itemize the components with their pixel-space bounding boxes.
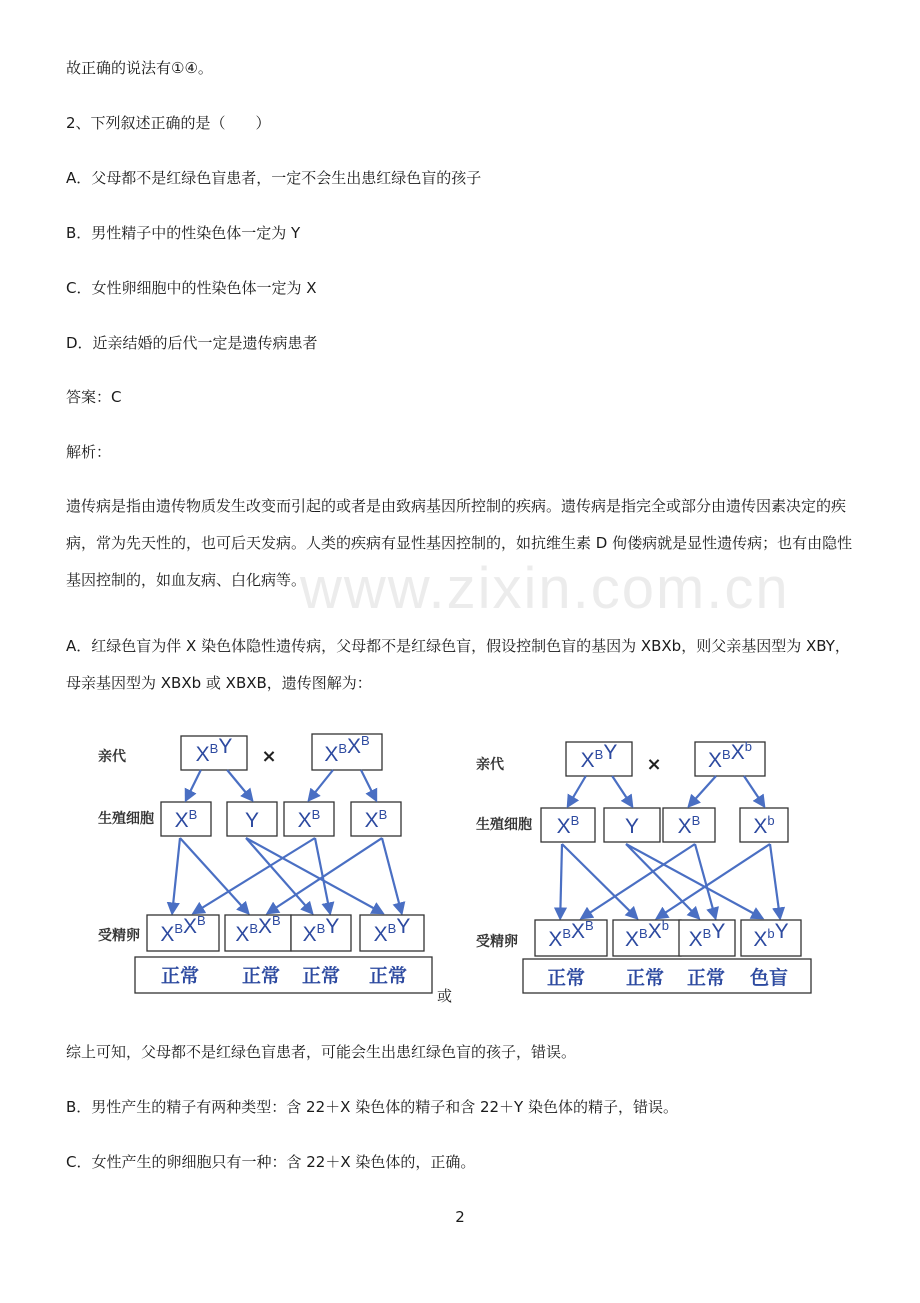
inheritance-arrow [309,770,333,800]
analysis-paragraph-2: A．红绿色盲为伴 X 染色体隐性遗传病，父母都不是红绿色盲，假设控制色盲的基因为 XBXb，则父亲基因型为 XBY，母亲基因型为 XBXb 或 XBXB，遗传图解为： [66,637,850,692]
zygote-genotype: $X^BY$ [302,915,340,946]
gamete-genotype: $X^B$ [556,813,580,838]
row-label-gametes: 生殖细胞 [476,817,532,833]
cross-symbol: × [261,746,277,767]
inheritance-arrow [689,776,716,806]
row-label-zygotes: 受精卵 [476,934,518,950]
zygote-genotype: $X^bY$ [753,920,789,951]
explanation-c: C．女性产生的卵细胞只有一种：含 22＋X 染色体的，正确。 [66,1153,476,1171]
father-genotype: $X^BY$ [580,741,618,772]
father-genotype: $X^BY$ [195,735,233,766]
phenotype-label: 正常 [301,965,341,987]
gamete-genotype: $X^B$ [297,807,321,832]
zygote-genotype: $X^BX^B$ [548,918,594,951]
zygote-genotype: $X^BY$ [688,920,726,951]
analysis-heading: 解析： [66,443,112,461]
zygote-genotype: $X^BX^B$ [160,913,206,946]
page-number: 2 [455,1208,465,1226]
conclusion-line: 故正确的说法有①④。 [66,59,213,77]
gamete-genotype: Y [244,809,260,832]
analysis-paragraph-1: 遗传病是指由遗传物质发生改变而引起的或者是由致病基因所控制的疾病。遗传病是指完全或部分由遗传因素决定的疾病，常为先天性的，也可后天发病。人类的疾病有显性基因控制的，如抗维生素 D 佝偻病就是显性遗传病；也有由隐性基因控制的，如血友病、白化病等。 [66,497,853,589]
gamete-genotype: $X^b$ [753,813,775,838]
fertilization-arrow [194,838,315,913]
phenotype-label: 正常 [368,965,408,987]
inheritance-arrow [227,770,252,800]
question-2: 2、下列叙述正确的是（ ） [66,114,271,132]
row-label-parents: 亲代 [98,749,126,765]
mother-genotype: $X^BX^B$ [324,733,370,766]
gamete-genotype: $X^B$ [677,813,701,838]
zygote-genotype: $X^BX^B$ [235,913,281,946]
inheritance-arrow [361,770,376,800]
fertilization-arrow [657,844,770,918]
option-c: C．女性卵细胞中的性染色体一定为 X [66,279,317,297]
row-label-zygotes: 受精卵 [98,928,140,944]
row-label-gametes: 生殖细胞 [98,811,154,827]
option-d: D．近亲结婚的后代一定是遗传病患者 [66,334,318,352]
explanation-b: B．男性产生的精子有两种类型：含 22＋X 染色体的精子和含 22＋Y 染色体的精子，错误。 [66,1098,678,1116]
fertilization-arrow [770,844,780,918]
fertilization-arrow [626,844,762,918]
phenotype-label: 正常 [241,965,281,987]
phenotype-label: 正常 [686,967,726,989]
gamete-genotype: Y [624,815,640,838]
genetic-cross-diagram-1 [70,716,440,998]
mother-genotype: $X^BX^b$ [708,739,752,772]
phenotype-label: 正常 [160,965,200,987]
inheritance-arrow [186,770,201,800]
inheritance-arrow [568,776,586,806]
cross-symbol: × [646,754,662,775]
gamete-genotype: $X^B$ [364,807,388,832]
fertilization-arrow [560,844,562,918]
zygote-genotype: $X^BY$ [373,915,411,946]
row-label-parents: 亲代 [476,757,504,773]
fertilization-arrow [382,838,402,913]
zygote-genotype: $X^BX^b$ [625,918,669,951]
fertilization-arrow [246,838,382,913]
answer: 答案：C [66,388,122,406]
gamete-genotype: $X^B$ [174,807,198,832]
inheritance-arrow [744,776,764,806]
phenotype-label: 色盲 [749,967,789,989]
watermark: www.zixin.com.cn [300,556,790,621]
fertilization-arrow [268,838,382,913]
genetic-cross-diagram-2 [456,716,816,998]
option-a: A．父母都不是红绿色盲患者，一定不会生出患红绿色盲的孩子 [66,169,482,187]
fertilization-arrow [172,838,180,913]
or-connector: 或 [437,987,453,1005]
phenotype-label: 正常 [625,967,665,989]
conclusion-a: 综上可知，父母都不是红绿色盲患者，可能会生出患红绿色盲的孩子，错误。 [66,1043,577,1061]
phenotype-label: 正常 [546,967,586,989]
inheritance-arrow [612,776,632,806]
option-b: B．男性精子中的性染色体一定为 Y [66,224,301,242]
fertilization-arrow [315,838,330,913]
